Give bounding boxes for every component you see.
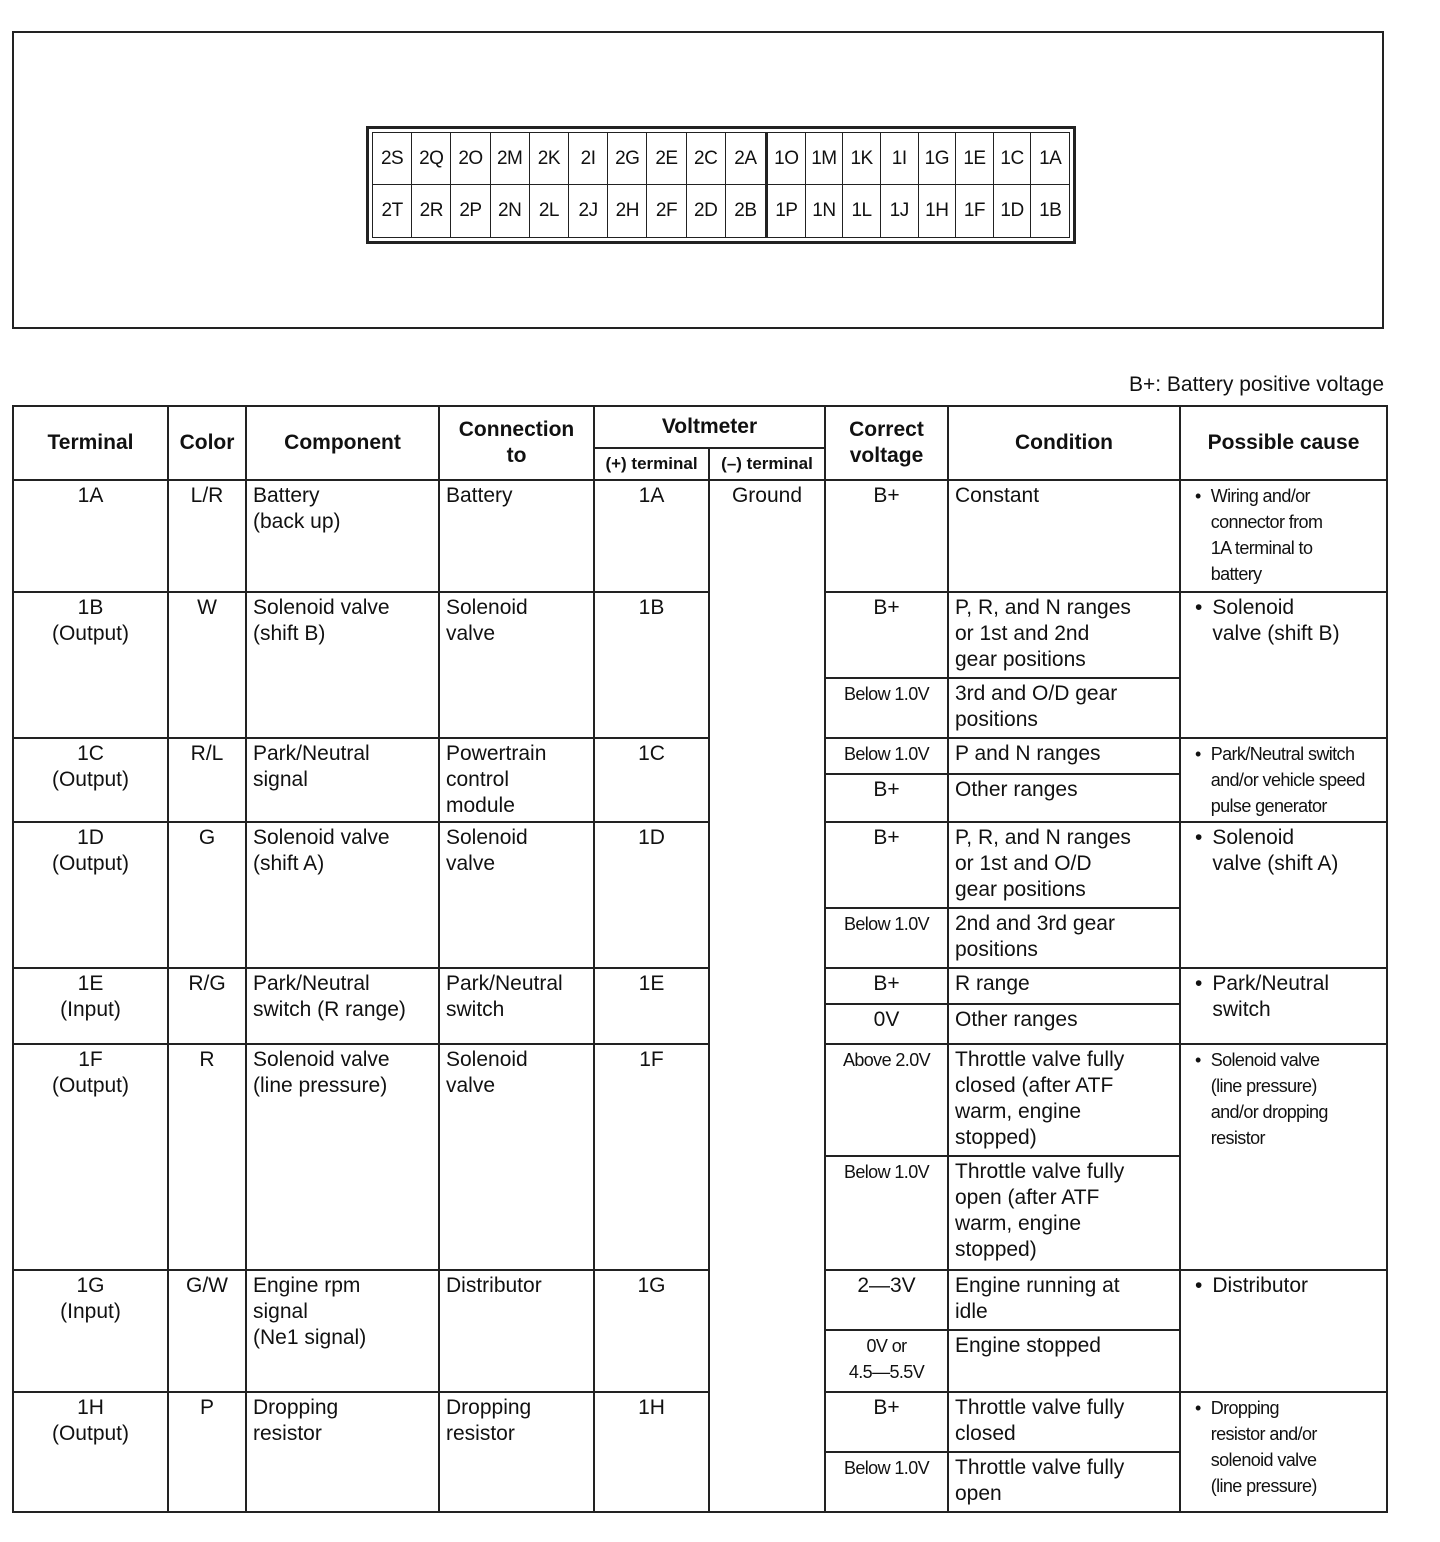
cause-cell — [1180, 968, 1387, 1044]
header-voltmeter: Voltmeter — [594, 406, 825, 448]
cause-text: Solenoid valve (shift B) — [1212, 596, 1340, 645]
condition-cell: P, R, and N ranges or 1st and O/D gear positions — [948, 822, 1180, 908]
connection-cell: Solenoid valve — [439, 1044, 594, 1270]
cause-text: Solenoid valve (line pressure) and/or dropping resistor — [1210, 1050, 1328, 1148]
pin: 1B — [1039, 200, 1062, 221]
header-correct-voltage: Correct voltage — [825, 406, 948, 480]
terminal-cell: 1E (Input) — [13, 968, 168, 1044]
pin: 1E — [956, 133, 994, 185]
terminal-cell: 1C (Output) — [13, 738, 168, 822]
cause-cell — [1180, 1270, 1387, 1392]
pin: 1K — [843, 133, 881, 185]
plus-terminal-cell: 1F — [594, 1044, 709, 1270]
header-condition: Condition — [948, 406, 1180, 480]
cause-cell — [1180, 1392, 1387, 1512]
pin: 2A — [726, 133, 765, 185]
table-row — [13, 1392, 1387, 1452]
header-connection-to: Connection to — [439, 406, 594, 480]
connection-cell: Battery — [439, 480, 594, 592]
cause-cell — [1180, 480, 1387, 592]
pin: 2I — [569, 133, 608, 185]
terminal-cell: 1D (Output) — [13, 822, 168, 968]
condition-cell: Other ranges — [948, 774, 1180, 822]
terminal-cell: 1H (Output) — [13, 1392, 168, 1512]
pin: 2H — [608, 185, 647, 237]
table-row — [13, 1270, 1387, 1330]
condition-cell: Engine stopped — [948, 1330, 1180, 1392]
terminal-cell: 1B (Output) — [13, 592, 168, 738]
condition-cell: 3rd and O/D gear positions — [948, 678, 1180, 738]
table-row — [13, 480, 1387, 592]
pin: 1N — [806, 185, 844, 237]
voltage-cell: 2—3V — [825, 1270, 948, 1330]
connector-half-1 — [768, 133, 1069, 237]
pin: 2M — [491, 133, 530, 185]
pin: 2O — [451, 133, 490, 185]
terminal-cell: 1G (Input) — [13, 1270, 168, 1392]
condition-cell: Throttle valve fully closed — [948, 1392, 1180, 1452]
cause-text: Park/Neutral switch — [1212, 972, 1330, 1021]
condition-cell: P, R, and N ranges or 1st and 2nd gear positions — [948, 592, 1180, 678]
voltage-cell: Below 1.0V — [825, 678, 948, 738]
cause-text: Solenoid valve (shift A) — [1212, 826, 1339, 875]
bullet-icon: • — [1195, 1274, 1203, 1297]
pin: 2F — [647, 185, 686, 237]
pin: 2P — [451, 185, 490, 237]
pin: 1D — [994, 185, 1032, 237]
connector-face — [366, 126, 1076, 244]
plus-terminal-cell: 1D — [594, 822, 709, 968]
voltage-cell: Above 2.0V — [825, 1044, 948, 1156]
pin: 1G — [919, 133, 957, 185]
header-plus-terminal: (+) terminal — [594, 448, 709, 480]
condition-cell: Throttle valve fully closed (after ATF warm, engine stopped) — [948, 1044, 1180, 1156]
color-cell: W — [168, 592, 246, 738]
cause-cell — [1180, 592, 1387, 738]
condition-cell: Throttle valve fully open (after ATF warm, engine stopped) — [948, 1156, 1180, 1270]
condition-cell: Engine running at idle — [948, 1270, 1180, 1330]
plus-terminal-cell: 1A — [594, 480, 709, 592]
voltage-cell: B+ — [825, 1392, 948, 1452]
terminal-spec-table — [12, 405, 1388, 1513]
color-cell: R/G — [168, 968, 246, 1044]
cause-cell — [1180, 738, 1387, 822]
component-cell: Battery (back up) — [246, 480, 439, 592]
terminal-cell: 1A — [13, 480, 168, 592]
pin: 1I — [881, 133, 919, 185]
color-cell: G/W — [168, 1270, 246, 1392]
component-cell: Solenoid valve (line pressure) — [246, 1044, 439, 1270]
cause-text: Dropping resistor and/or solenoid valve (line pressure) — [1210, 1398, 1317, 1496]
table-row — [13, 592, 1387, 678]
ground-cell: Ground — [709, 480, 825, 1512]
connection-cell: Dropping resistor — [439, 1392, 594, 1512]
voltage-cell: Below 1.0V — [825, 1452, 948, 1512]
header-component: Component — [246, 406, 439, 480]
plus-terminal-cell: 1H — [594, 1392, 709, 1512]
voltage-cell: B+ — [825, 774, 948, 822]
pin: 2J — [569, 185, 608, 237]
plus-terminal-cell: 1B — [594, 592, 709, 738]
bullet-icon: • — [1195, 1398, 1201, 1418]
condition-cell: P and N ranges — [948, 738, 1180, 774]
cause-cell — [1180, 822, 1387, 968]
pin: 1J — [881, 185, 919, 237]
component-cell: Park/Neutral signal — [246, 738, 439, 822]
condition-cell: Constant — [948, 480, 1180, 592]
cause-text: Distributor — [1212, 1274, 1309, 1297]
pin: 2B — [734, 200, 757, 221]
pin: 2D — [687, 185, 726, 237]
condition-cell: 2nd and 3rd gear positions — [948, 908, 1180, 968]
pin: 1F — [956, 185, 994, 237]
header-color: Color — [168, 406, 246, 480]
pin: 1H — [919, 185, 957, 237]
voltage-cell: B+ — [825, 480, 948, 592]
header-minus-terminal: (–) terminal — [709, 448, 825, 480]
voltage-cell: Below 1.0V — [825, 738, 948, 774]
header-terminal: Terminal — [13, 406, 168, 480]
color-cell: G — [168, 822, 246, 968]
pin: 1M — [806, 133, 844, 185]
pin: 2Q — [412, 133, 451, 185]
plus-terminal-cell: 1E — [594, 968, 709, 1044]
component-cell: Solenoid valve (shift B) — [246, 592, 439, 738]
bullet-icon: • — [1195, 826, 1203, 849]
table-row — [13, 738, 1387, 774]
voltage-cell: 0V — [825, 1004, 948, 1044]
connector-half-2 — [373, 133, 768, 237]
pin: 2C — [687, 133, 726, 185]
component-cell: Solenoid valve (shift A) — [246, 822, 439, 968]
color-cell: P — [168, 1392, 246, 1512]
pin: 1C — [994, 133, 1032, 185]
pin: 2G — [608, 133, 647, 185]
voltage-cell: B+ — [825, 822, 948, 908]
connection-cell: Distributor — [439, 1270, 594, 1392]
component-cell: Dropping resistor — [246, 1392, 439, 1512]
plus-terminal-cell: 1G — [594, 1270, 709, 1392]
pin: 1A — [1031, 133, 1069, 185]
cause-text: Park/Neutral switch and/or vehicle speed pulse generator — [1210, 744, 1365, 816]
component-cell: Engine rpm signal (Ne1 signal) — [246, 1270, 439, 1392]
bullet-icon: • — [1195, 486, 1201, 506]
header-possible-cause: Possible cause — [1180, 406, 1387, 480]
pin: 1L — [843, 185, 881, 237]
pin: 1P — [768, 185, 806, 237]
table-row — [13, 968, 1387, 1004]
cause-cell — [1180, 1044, 1387, 1270]
condition-cell: R range — [948, 968, 1180, 1004]
bullet-icon: • — [1195, 972, 1203, 995]
pin: 2E — [647, 133, 686, 185]
pin: 1O — [768, 133, 806, 185]
battery-note: B+: Battery positive voltage — [1128, 373, 1384, 396]
connection-cell: Solenoid valve — [439, 822, 594, 968]
connection-cell: Powertrain control module — [439, 738, 594, 822]
pin: 2R — [412, 185, 451, 237]
pin: 2K — [530, 133, 569, 185]
color-cell: R/L — [168, 738, 246, 822]
connection-cell: Solenoid valve — [439, 592, 594, 738]
pin: 2T — [373, 185, 412, 237]
bullet-icon: • — [1195, 1050, 1201, 1070]
voltage-cell: Below 1.0V — [825, 908, 948, 968]
pin: 2S — [373, 133, 412, 185]
plus-terminal-cell: 1C — [594, 738, 709, 822]
cause-text: Wiring and/or connector from 1A terminal to battery — [1210, 486, 1323, 584]
bullet-icon: • — [1195, 596, 1203, 619]
voltage-cell: B+ — [825, 592, 948, 678]
connection-cell: Park/Neutral switch — [439, 968, 594, 1044]
table-row — [13, 822, 1387, 908]
color-cell: L/R — [168, 480, 246, 592]
bullet-icon: • — [1195, 744, 1201, 764]
color-cell: R — [168, 1044, 246, 1270]
condition-cell: Other ranges — [948, 1004, 1180, 1044]
table-row — [13, 1044, 1387, 1156]
pin: 2N — [491, 185, 530, 237]
voltage-cell: B+ — [825, 968, 948, 1004]
pin: 2L — [530, 185, 569, 237]
component-cell: Park/Neutral switch (R range) — [246, 968, 439, 1044]
voltage-cell: 0V or 4.5—5.5V — [825, 1330, 948, 1392]
terminal-cell: 1F (Output) — [13, 1044, 168, 1270]
voltage-cell: Below 1.0V — [825, 1156, 948, 1270]
condition-cell: Throttle valve fully open — [948, 1452, 1180, 1512]
